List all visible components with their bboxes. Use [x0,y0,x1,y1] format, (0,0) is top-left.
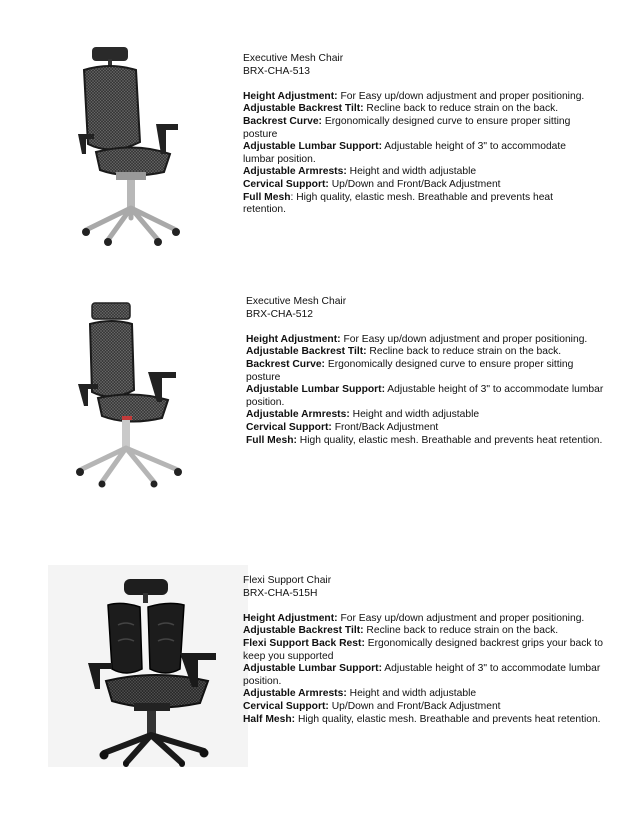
feature-text: Ergonomically designed backrest grips your back to keep you supported [243,637,603,662]
dual-back-office-chair-photo-icon [48,565,248,767]
feature-text: Adjustable height of 3" to accommodate lumbar position. [246,384,604,408]
feature-text: For Easy up/down adjustment and proper positioning. [337,90,585,102]
chair-image [66,42,196,247]
feature-label: Adjustable Backrest Tilt: [246,346,367,358]
mesh-office-chair-photo-icon [68,298,193,488]
feature-label: Adjustable Backrest Tilt: [243,625,364,637]
chair-image [68,298,193,488]
feature-label: Adjustable Lumbar Support: [243,141,383,153]
feature-text: Height and width adjustable [349,409,480,421]
feature-label: Adjustable Armrests: [243,688,347,700]
feature-item [243,103,588,116]
feature-item [243,116,588,141]
feature-item [243,714,608,727]
feature-item [246,359,606,384]
feature-text: High quality, elastic mesh. Breathable and prevents heat retention. [296,434,603,446]
feature-label: Cervical Support: [243,700,329,712]
feature-item [243,192,588,217]
product-code: BRX-CHA-512 [246,308,313,320]
feature-text: Adjustable height of 3" to accommodate lumbar position. [243,663,601,687]
feature-label: Height Adjustment: [243,90,338,102]
feature-item [246,422,606,435]
product-name: Executive Mesh Chair [246,296,347,307]
feature-label: Height Adjustment: [243,612,338,624]
feature-item [243,688,608,701]
feature-item [243,166,588,179]
feature-text: For Easy up/down adjustment and proper positioning. [337,612,585,624]
feature-label: Cervical Support: [243,178,329,190]
feature-label: Height Adjustment: [246,333,341,345]
feature-label: Adjustable Lumbar Support: [246,384,386,396]
feature-text: Up/Down and Front/Back Adjustment [328,700,501,712]
feature-text: Ergonomically designed curve to ensure proper sitting posture [243,115,571,140]
mesh-office-chair-photo-icon [66,42,196,247]
feature-text: Recline back to reduce strain on the back. [363,103,559,115]
product-code: BRX-CHA-513 [243,65,310,77]
feature-text: : High quality, elastic mesh. Breathable and prevents heat retention. [243,191,554,216]
chair-image [48,565,248,767]
product-name: Executive Mesh Chair [243,53,344,64]
feature-item [243,638,608,663]
feature-label: Backrest Curve: [243,115,322,127]
feature-text: Up/Down and Front/Back Adjustment [328,178,501,190]
feature-item [246,346,606,359]
feature-label: Half Mesh: [243,713,296,725]
product-description [243,575,608,726]
feature-item [246,334,606,347]
feature-text: Ergonomically designed curve to ensure proper sitting posture [246,358,574,383]
feature-text: Recline back to reduce strain on the back. [363,625,559,637]
feature-item [246,435,606,448]
feature-text: Height and width adjustable [346,166,477,178]
feature-text: Recline back to reduce strain on the back. [366,346,562,358]
feature-label: Backrest Curve: [246,358,325,370]
feature-text: Height and width adjustable [346,688,477,700]
feature-item [243,613,608,626]
feature-item [243,91,588,104]
feature-label: Adjustable Armrests: [243,166,347,178]
feature-item [243,701,608,714]
product-description [246,296,606,447]
feature-label: Full Mesh: [246,434,297,446]
feature-label: Adjustable Lumbar Support: [243,663,383,675]
product-description [243,53,588,217]
product-code: BRX-CHA-515H [243,587,318,599]
feature-text: Adjustable height of 3" to accommodate lumbar position. [243,141,566,165]
feature-label: Flexi Support Back Rest: [243,637,365,649]
feature-item [243,141,588,166]
feature-label: Adjustable Armrests: [246,409,350,421]
feature-text: For Easy up/down adjustment and proper positioning. [340,333,588,345]
feature-item [243,663,608,688]
feature-label: Full Mesh [243,191,291,203]
feature-label: Adjustable Backrest Tilt: [243,103,364,115]
feature-item [243,625,608,638]
feature-label: Cervical Support: [246,421,332,433]
feature-item [243,179,588,192]
feature-text: High quality, elastic mesh. Breathable and prevents heat retention. [295,713,601,725]
feature-item [246,409,606,422]
feature-item [246,384,606,409]
feature-text: Front/Back Adjustment [331,421,439,433]
product-name: Flexi Support Chair [243,575,332,586]
